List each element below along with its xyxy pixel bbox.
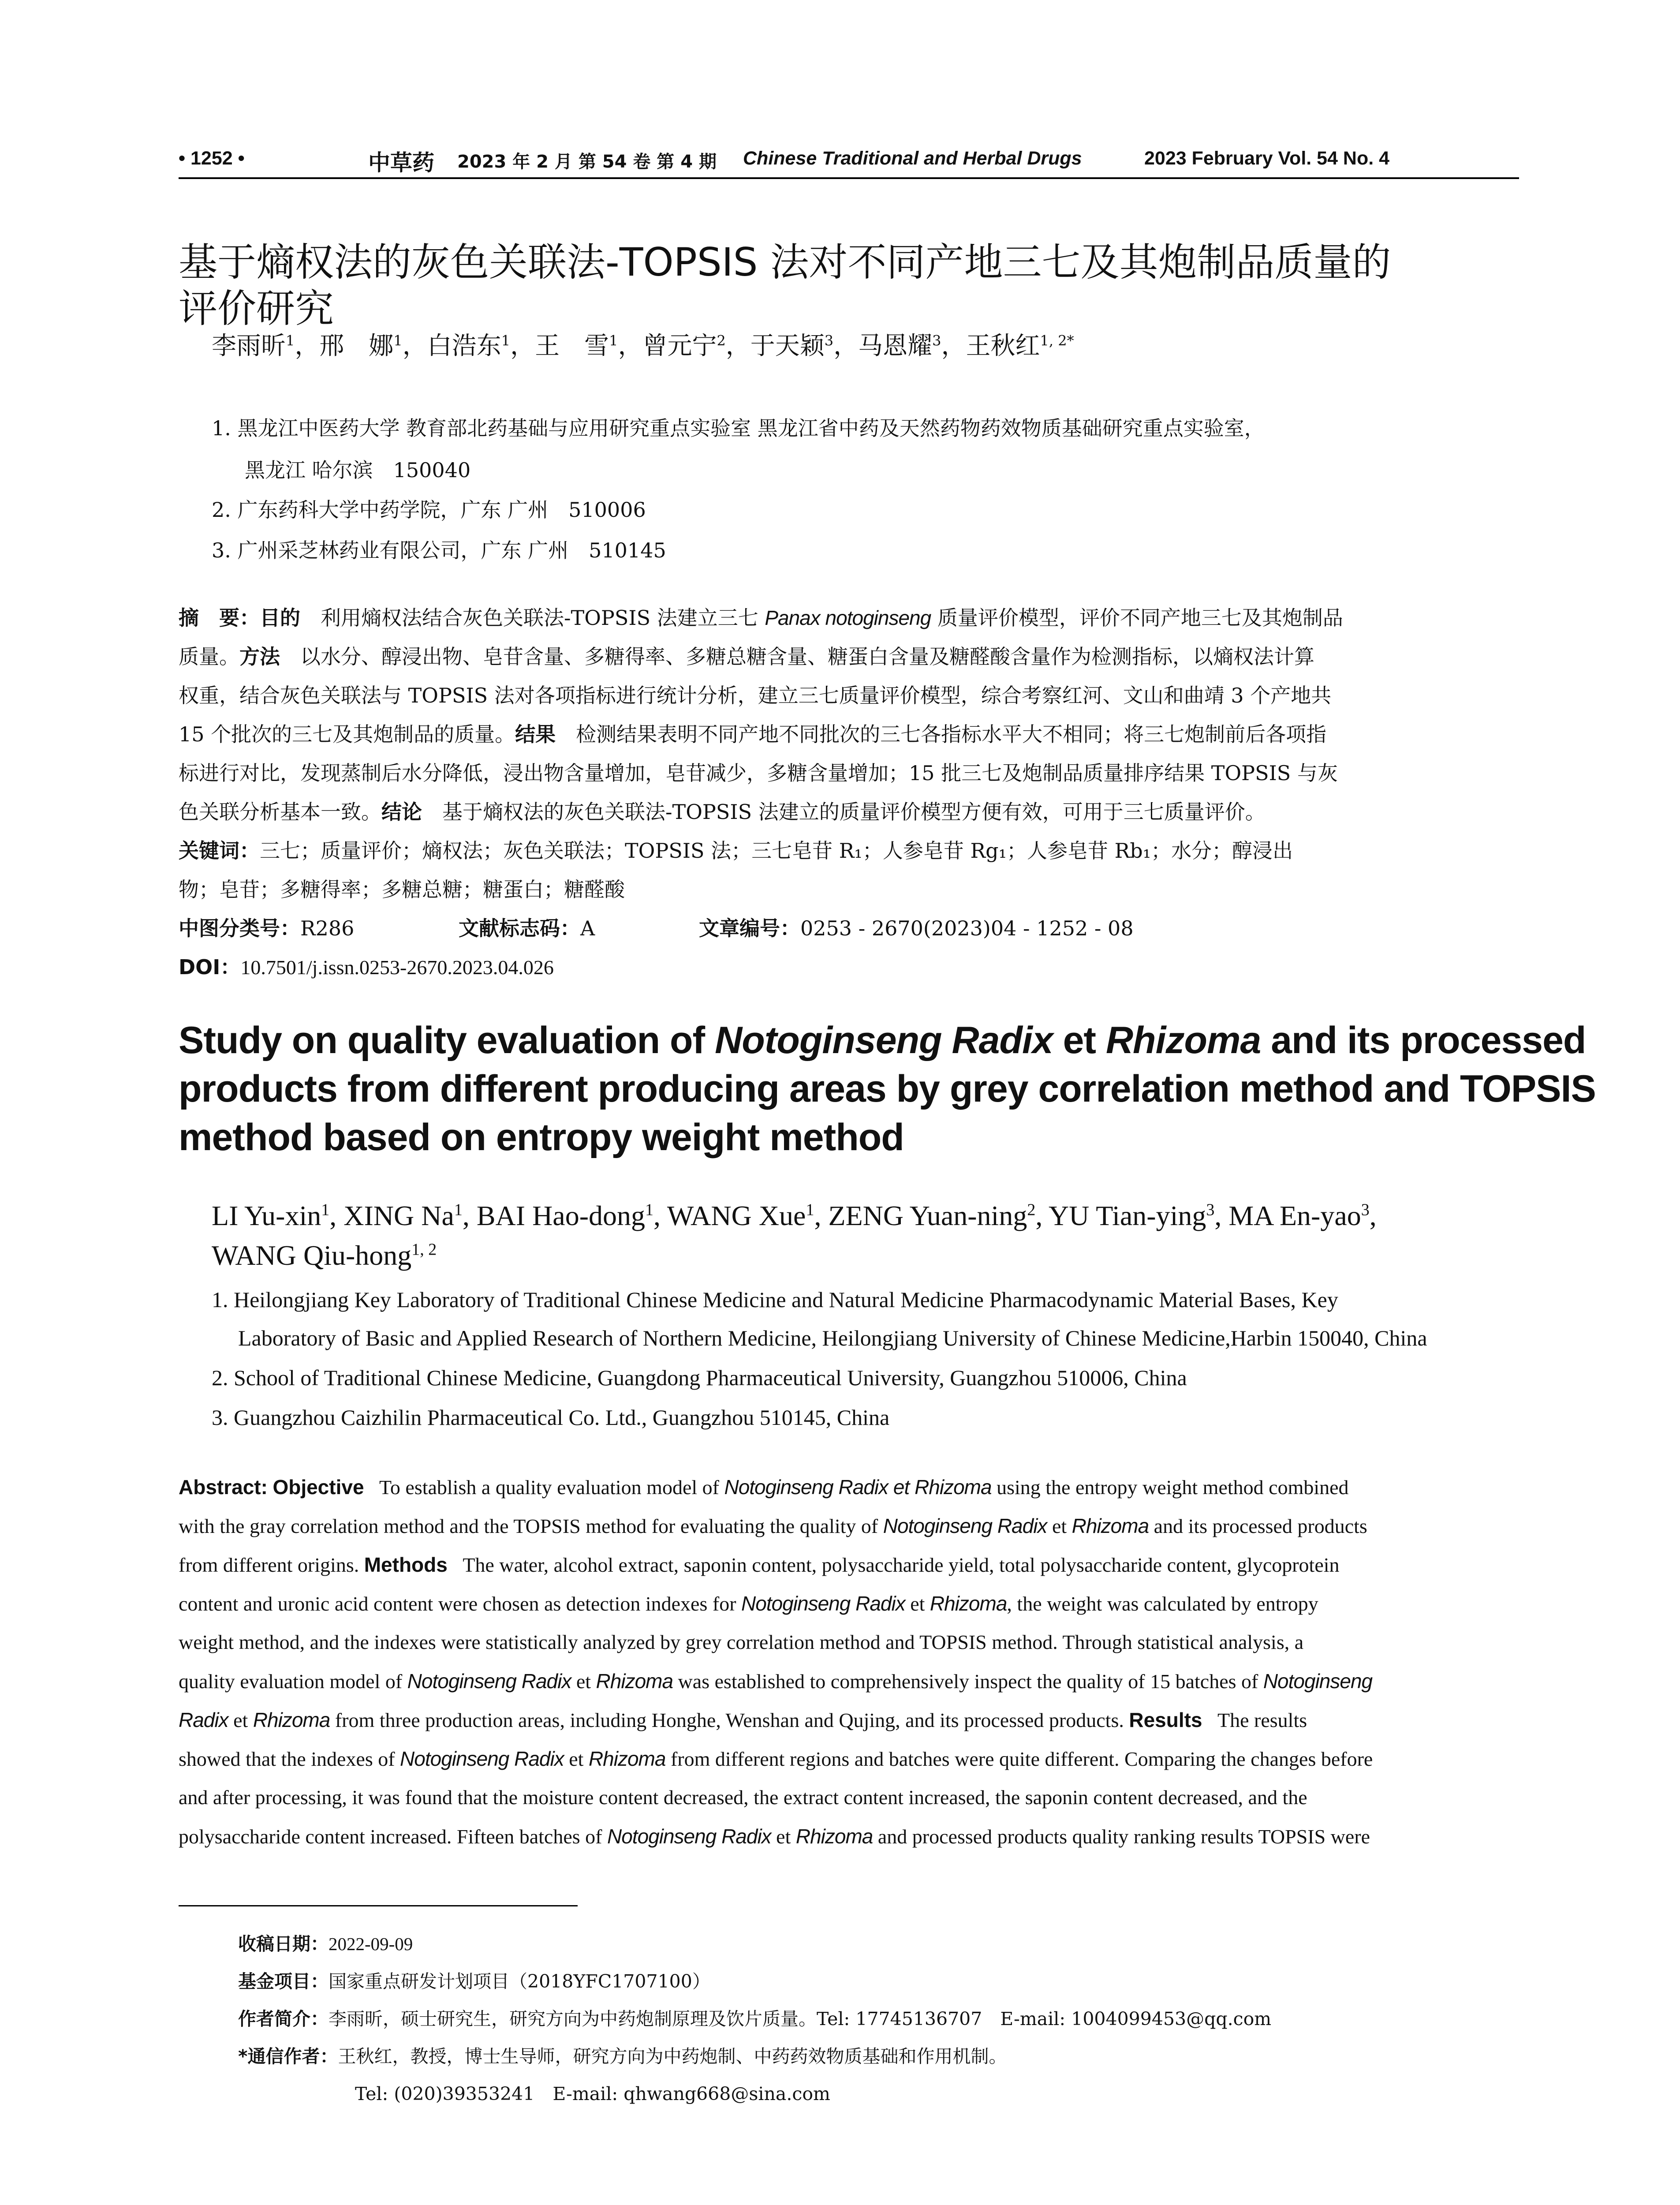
author: [427, 332, 510, 360]
affiliation-en-1: 1. Heilongjiang Key Laboratory of Traditional Chinese Medicine and Natural Medicine Pharmacodynamic Material Bases, Key: [212, 1287, 1338, 1312]
keywords-cn-label: 关键词：: [179, 839, 260, 863]
footnote-corresponding-contact: Tel: (020)39353241 E-mail: qhwang668@sina.com: [355, 2083, 830, 2104]
author-name: 邢 娜: [319, 332, 394, 360]
classification-line: [179, 912, 1519, 942]
affiliation-cn-3: 3. 广州采芝林药业有限公司，广东 广州 510145: [212, 538, 666, 562]
abstract-cn-text: 利用熵权法结合灰色关联法-TOPSIS 法建立三七: [300, 606, 765, 630]
abstract-cn-line-4: [179, 718, 1519, 747]
footnote-received: [238, 1929, 413, 1955]
results-cn-label: 结果: [515, 722, 556, 746]
species-name: Panax notoginseng: [765, 606, 931, 629]
species-name: Rhizoma: [795, 1825, 873, 1848]
author-name: MA En-yao: [1228, 1200, 1361, 1231]
author-name: 李雨昕: [212, 332, 286, 360]
affiliation-en-2: 2. School of Traditional Chinese Medicine, Guangdong Pharmaceutical University, Guangzhou 510006, China: [212, 1365, 1187, 1390]
abstract-en-line-1: [179, 1475, 1519, 1499]
author-affiliation-mark: 1: [286, 332, 295, 349]
abstract-cn-text: 色关联分析基本一致。: [179, 800, 381, 824]
affiliation-cn-2: 2. 广东药科大学中药学院，广东 广州 510006: [212, 498, 646, 522]
species-name: Radix: [179, 1708, 228, 1731]
abstract-cn-text: 基于熵权法的灰色关联法-TOPSIS 法建立的质量评价模型方便有效，可用于三七质量评价。: [422, 800, 1266, 824]
species-name: Notoginseng Radix et Rhizoma: [724, 1476, 992, 1499]
abstract-cn-line-1: [179, 602, 1519, 631]
title-en-line-3: method based on entropy weight method: [179, 1116, 904, 1159]
affiliation-cn-1-cont: 黑龙江 哈尔滨 150040: [245, 458, 471, 482]
received-label: 收稿日期：: [238, 1933, 329, 1955]
abstract-en-text: The water, alcohol extract, saponin content, polysaccharide yield, total polysaccharide content, glycoprotein: [463, 1554, 1340, 1576]
author: [1049, 1200, 1214, 1231]
methods-cn-label: 方法: [239, 645, 280, 669]
author-affiliation-mark: 1: [393, 332, 403, 349]
conclusion-cn-label: 结论: [381, 800, 422, 824]
abstract-cn-line-2: [179, 641, 1519, 670]
abstract-en-text: et: [771, 1825, 796, 1848]
abstract-en-line-3: [179, 1553, 1519, 1577]
species-name: Notoginseng Radix: [607, 1825, 771, 1848]
author-affiliation-mark: 2: [717, 332, 726, 349]
doi-line: [179, 951, 1519, 980]
abstract-cn-line-3: 权重，结合灰色关联法与 TOPSIS 法对各项指标进行统计分析，建立三七质量评价模型，综合考察红河、文山和曲靖 3 个产地共: [179, 684, 1332, 707]
title-cn-line-2: 评价研究: [179, 286, 334, 331]
issue-cn: 2023 年 2 月 第 54 卷 第 4 期: [457, 152, 717, 172]
author: [966, 332, 1074, 360]
abstract-en-text: with the gray correlation method and the TOPSIS method for evaluating the quality of: [179, 1515, 883, 1537]
author-name: ZENG Yuan-ning: [828, 1200, 1027, 1231]
methods-en-label: Methods: [364, 1553, 448, 1576]
author: [319, 332, 402, 360]
abstract-en-text: and processed products quality ranking results TOPSIS were: [873, 1825, 1370, 1848]
species-name: Notoginseng Radix: [741, 1592, 905, 1615]
title-en-text: Study on quality evaluation of: [179, 1019, 715, 1061]
author-affiliation-mark: 3: [932, 332, 941, 349]
abstract-en-line-4: [179, 1592, 1519, 1615]
abstract-en-line-6: [179, 1669, 1519, 1693]
abstract-en-label: Abstract:: [179, 1476, 268, 1499]
author-affiliation-mark: 3: [1361, 1200, 1370, 1219]
author: [212, 1200, 329, 1231]
title-cn-line-1: 基于熵权法的灰色关联法-TOPSIS 法对不同产地三七及其炮制品质量的: [179, 239, 1391, 285]
author-name: YU Tian-ying: [1048, 1200, 1206, 1231]
title-en-text: et: [1053, 1019, 1106, 1061]
author: [750, 332, 833, 360]
abstract-cn-text: 质量评价模型，评价不同产地三七及其炮制品: [931, 606, 1343, 630]
authors-cn: 李雨昕$^1$，邢 娜$^1$，白浩东$^1$，王 雪$^1$，曾元宁$^2$，于天颖$^3$，马恩耀$^3$，王秋红$^{1, 2*}$: [212, 332, 1074, 360]
author-name: 白浩东: [427, 332, 501, 360]
abstract-en-text: from three production areas, including Honghe, Wenshan and Qujing, and its processed products.: [330, 1709, 1129, 1731]
abstract-en-line-9: and after processing, it was found that the moisture content decreased, the extract content increased, the saponin content decreased, and the: [179, 1786, 1307, 1809]
author-affiliation-mark: 1, 2*: [1040, 332, 1074, 349]
running-header: [179, 143, 1519, 179]
corresponding-label: *通信作者：: [238, 2046, 338, 2067]
abstract-cn-line-6: [179, 796, 1519, 825]
footnote-fund: [238, 1967, 710, 1993]
title-en-text: and its processed: [1261, 1019, 1586, 1061]
abstract-cn-text: 检测结果表明不同产地不同批次的三七各指标水平大不相同；将三七炮制前后各项指: [556, 722, 1327, 746]
abstract-en-text: et: [905, 1592, 930, 1615]
received-value: 2022-09-09: [329, 1934, 413, 1954]
abstract-en-text: from different origins.: [179, 1554, 364, 1576]
abstract-cn-line-5: 标进行对比，发现蒸制后水分降低，浸出物含量增加，皂苷减少，多糖含量增加；15 批三七及炮制品质量排序结果 TOPSIS 与灰: [179, 761, 1338, 785]
abstract-en-text: To establish a quality evaluation model of: [379, 1476, 724, 1499]
author: [642, 332, 725, 360]
author-affiliation-mark: 3: [824, 332, 834, 349]
fund-value: 国家重点研发计划项目（2018YFC1707100）: [329, 1971, 710, 1992]
results-en-label: Results: [1129, 1708, 1202, 1731]
author-name: 于天颖: [750, 332, 825, 360]
abstract-en-text: quality evaluation model of: [179, 1670, 407, 1693]
species-name: Rhizoma: [253, 1708, 330, 1731]
abstract-cn-label: 摘 要：: [179, 606, 260, 630]
species-name: Notoginseng Radix: [407, 1670, 571, 1693]
author-name: LI Yu-xin: [212, 1200, 321, 1231]
header-rule: [179, 177, 1519, 179]
author: [212, 332, 295, 360]
abstract-en-text: from different regions and batches were quite different. Comparing the changes before: [665, 1748, 1373, 1770]
species-name: Notoginseng Radix: [400, 1747, 564, 1770]
abstract-en-text: polysaccharide content increased. Fifteen batches of: [179, 1825, 607, 1848]
author-affiliation-mark: 1: [645, 1200, 653, 1219]
fund-label: 基金项目：: [238, 1971, 329, 1992]
author: [535, 332, 618, 360]
bio-value: 李雨昕，硕士研究生，研究方向为中药炮制原理及饮片质量。Tel: 17745136707 E-mail: 1004099453@qq.com: [329, 2008, 1272, 2029]
article-id-label: 文章编号：: [699, 916, 800, 940]
abstract-en-text: et: [1047, 1515, 1072, 1537]
species-name: Rhizoma: [930, 1592, 1007, 1615]
journal-name-en: Chinese Traditional and Herbal Drugs: [743, 148, 1082, 169]
abstract-en-line-5: weight method, and the indexes were statistically analyzed by grey correlation method and TOPSIS method. Through statistical analysis, a: [179, 1631, 1304, 1653]
abstract-en-text: using the entropy weight method combined: [991, 1476, 1349, 1499]
species-name: Notoginseng Radix: [883, 1514, 1047, 1537]
title-en-line-2: products from different producing areas by grey correlation method and TOPSIS: [179, 1068, 1596, 1110]
author-name: 王 雪: [535, 332, 609, 360]
species-name: Notoginseng: [1263, 1670, 1373, 1693]
abstract-en-text: et: [571, 1670, 596, 1693]
keywords-cn-line-1: [179, 835, 1519, 864]
title-en-line-1: [179, 1019, 1586, 1062]
author: [343, 1200, 463, 1231]
abstract-en-text: content and uronic acid content were chosen as detection indexes for: [179, 1592, 742, 1615]
doc-code-label: 文献标志码：: [459, 916, 580, 940]
footnote-bio: [238, 2004, 1271, 2030]
corresponding-value: 王秋红，教授，博士生导师，研究方向为中药炮制、中药药效物质基础和作用机制。: [338, 2046, 1007, 2067]
species-name: Rhizoma: [596, 1670, 673, 1693]
abstract-en-text: et: [564, 1748, 589, 1770]
affiliation-en-1-cont: Laboratory of Basic and Applied Research of Northern Medicine, Heilongjiang University of Chinese Medicine,Harbin 150040, China: [238, 1326, 1427, 1350]
keywords-cn-text: 三七；质量评价；熵权法；灰色关联法；TOPSIS 法；三七皂苷 R₁；人参皂苷 Rg₁；人参皂苷 Rb₁；水分；醇浸出: [260, 839, 1293, 863]
article-id-value: 0253 - 2670(2023)04 - 1252 - 08: [800, 916, 1134, 940]
author-affiliation-mark: 1: [806, 1200, 814, 1219]
journal-name-cn: 中草药: [368, 149, 434, 176]
abstract-en-line-8: [179, 1747, 1519, 1771]
doi-label: DOI：: [179, 955, 241, 979]
author: [1228, 1200, 1369, 1231]
author-name: 王秋红: [966, 332, 1040, 360]
author: [212, 1240, 437, 1271]
abstract-en-text: The results: [1217, 1709, 1307, 1731]
clc-value: R286: [300, 916, 355, 940]
author-affiliation-mark: 1: [321, 1200, 330, 1219]
abstract-en-line-10: [179, 1824, 1519, 1848]
authors-en-line-1: LI Yu-xin$^1$, XING Na$^1$, BAI Hao-dong$^1$, WANG Xue$^1$, ZENG Yuan-ning$^2$, YU Tian-ying$^3$, MA En-yao$^3$,: [212, 1200, 1377, 1231]
doc-code-value: A: [580, 916, 595, 940]
author-affiliation-mark: 2: [1027, 1200, 1036, 1219]
author-name: BAI Hao-dong: [476, 1200, 645, 1231]
author-affiliation-mark: 1: [501, 332, 511, 349]
author-affiliation-mark: 1: [454, 1200, 463, 1219]
affiliation-cn-1: 1. 黑龙江中医药大学 教育部北药基础与应用研究重点实验室 黑龙江省中药及天然药物药效物质基础研究重点实验室，: [212, 416, 1265, 440]
author: [858, 332, 941, 360]
abstract-en-line-7: [179, 1708, 1519, 1732]
author: [667, 1200, 814, 1231]
abstract-cn-text: 质量。: [179, 645, 239, 669]
author-affiliation-mark: 1, 2: [411, 1240, 437, 1259]
abstract-en-text: showed that the indexes of: [179, 1748, 400, 1770]
affiliation-en-3: 3. Guangzhou Caizhilin Pharmaceutical Co. Ltd., Guangzhou 510145, China: [212, 1405, 890, 1430]
author-name: XING Na: [343, 1200, 454, 1231]
objective-cn-label: 目的: [260, 606, 300, 630]
title-en-species: Rhizoma: [1105, 1019, 1261, 1061]
author-affiliation-mark: 1: [609, 332, 618, 349]
author-name: WANG Xue: [667, 1200, 806, 1231]
author: [477, 1200, 653, 1231]
author-affiliation-mark: 3: [1206, 1200, 1215, 1219]
abstract-en-text: et: [228, 1709, 253, 1731]
author-name: WANG Qiu-hong: [212, 1240, 412, 1271]
species-name: Rhizoma: [1071, 1514, 1149, 1537]
objective-en-label: Objective: [273, 1476, 364, 1499]
bio-label: 作者简介：: [238, 2008, 329, 2029]
author: [828, 1200, 1035, 1231]
abstract-cn-text: 以水分、醇浸出物、皂苷含量、多糖得率、多糖总糖含量、糖蛋白含量及糖醛酸含量作为检测指标，以熵权法计算: [280, 645, 1314, 669]
doi-value[interactable]: 10.7501/j.issn.0253-2670.2023.04.026: [240, 956, 554, 979]
title-en-species: Notoginseng Radix: [715, 1019, 1053, 1061]
abstract-en-text: and its processed products: [1149, 1515, 1367, 1537]
abstract-cn-text: 15 个批次的三七及其炮制品的质量。: [179, 722, 515, 746]
abstract-en-text: , the weight was calculated by entropy: [1007, 1592, 1318, 1615]
issue-en: 2023 February Vol. 54 No. 4: [1144, 148, 1390, 169]
authors-en-line-2: [212, 1239, 437, 1272]
abstract-en-line-2: [179, 1514, 1519, 1538]
abstract-en-text: was established to comprehensively inspect the quality of 15 batches of: [673, 1670, 1263, 1693]
clc-label: 中图分类号：: [179, 916, 300, 940]
author-name: 曾元宁: [642, 332, 717, 360]
page-number: • 1252 •: [179, 148, 245, 169]
footnote-rule: [179, 1905, 578, 1906]
keywords-cn-line-2: 物；皂苷；多糖得率；多糖总糖；糖蛋白；糖醛酸: [179, 878, 625, 901]
species-name: Rhizoma: [588, 1747, 666, 1770]
footnote-corresponding: [238, 2042, 1007, 2068]
author-name: 马恩耀: [858, 332, 933, 360]
